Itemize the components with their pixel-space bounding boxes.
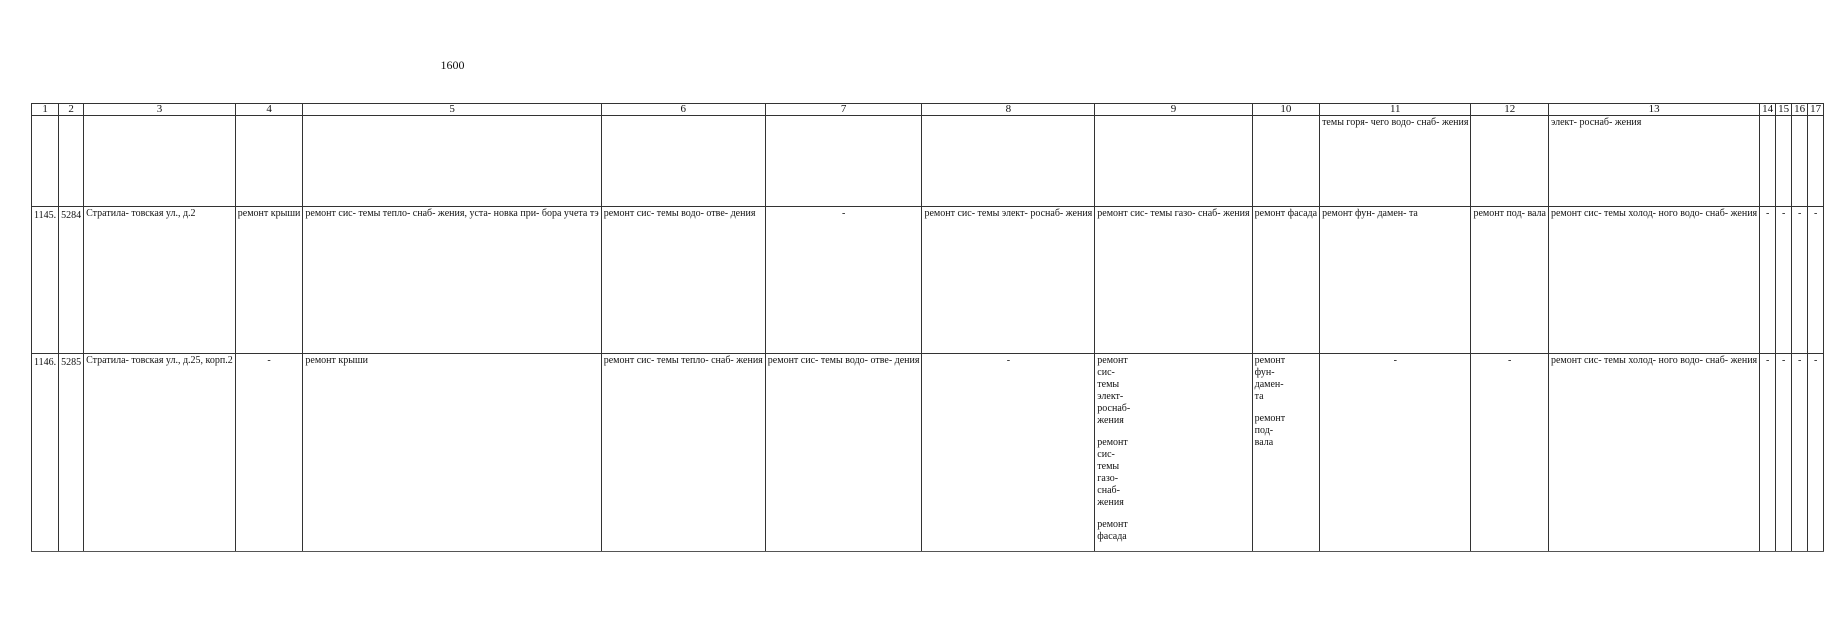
cell: - [1760, 207, 1776, 354]
cell-entry: ремонт под- вала [1254, 413, 1286, 448]
cell [1252, 116, 1319, 207]
cell [303, 116, 601, 207]
row-number: 1145. [32, 207, 59, 354]
cell-multi-entry [1252, 354, 1319, 552]
cell: - [1808, 354, 1824, 552]
cell: ремонт сис- темы холод- ного водо- снаб- жения [1548, 354, 1759, 552]
cell: ремонт фун- дамен- та [1320, 207, 1471, 354]
cell: темы горя- чего водо- снаб- жения [1320, 116, 1471, 207]
cell: ремонт под- вала [1471, 207, 1549, 354]
col-header: 3 [84, 104, 236, 116]
page-number: 1600 [440, 58, 465, 72]
col-header: 12 [1471, 104, 1549, 116]
col-header: 16 [1792, 104, 1808, 116]
cell: - [235, 354, 303, 552]
cell: ремонт сис- темы элект- роснаб- жения [922, 207, 1095, 354]
col-header: 14 [1760, 104, 1776, 116]
cell: - [1471, 354, 1549, 552]
col-header: 9 [1095, 104, 1252, 116]
cell: ремонт сис- темы тепло- снаб- жения, уста- новка при- бора учета тэ [303, 207, 601, 354]
cell: - [1808, 207, 1824, 354]
address: Стратила- товская ул., д.25, корп.2 [84, 354, 236, 552]
cell [235, 116, 303, 207]
cell: элект- роснаб- жения [1548, 116, 1759, 207]
cell: - [1792, 354, 1808, 552]
cell: - [922, 354, 1095, 552]
cell: ремонт сис- темы газо- снаб- жения [1095, 207, 1252, 354]
cell-entry: ремонт фун- дамен- та [1254, 355, 1286, 402]
header-row [32, 104, 1824, 116]
col-header: 10 [1252, 104, 1319, 116]
address: Стратила- товская ул., д.2 [84, 207, 236, 354]
col-header: 1 [32, 104, 59, 116]
building-id: 5284 [59, 207, 84, 354]
cell-entry: ремонт сис- темы элект- роснаб- жения [1097, 355, 1131, 426]
cell: ремонт крыши [235, 207, 303, 354]
cell: ремонт сис- темы холод- ного водо- снаб- жения [1548, 207, 1759, 354]
col-header: 11 [1320, 104, 1471, 116]
cell [765, 116, 922, 207]
cell-entry: ремонт фасада [1097, 519, 1128, 542]
col-header: 4 [235, 104, 303, 116]
col-header: 13 [1548, 104, 1759, 116]
cell: - [1776, 354, 1792, 552]
cell: - [1320, 354, 1471, 552]
cell-multi-entry [1095, 354, 1252, 552]
cell [1471, 116, 1549, 207]
building-id: 5285 [59, 354, 84, 552]
col-header: 6 [601, 104, 765, 116]
cell [1095, 116, 1252, 207]
cell: ремонт сис- темы водо- отве- дения [765, 354, 922, 552]
cell [1776, 116, 1792, 207]
row-number: 1146. [32, 354, 59, 552]
cell [59, 116, 84, 207]
cell: - [765, 207, 922, 354]
cell: ремонт фасада [1252, 207, 1319, 354]
cell: - [1776, 207, 1792, 354]
col-header: 2 [59, 104, 84, 116]
cell [922, 116, 1095, 207]
table-row [32, 116, 1824, 207]
cell: ремонт сис- темы водо- отве- дения [601, 207, 765, 354]
cell [1792, 116, 1808, 207]
cell: ремонт сис- темы тепло- снаб- жения [601, 354, 765, 552]
col-header: 15 [1776, 104, 1792, 116]
cell: ремонт крыши [303, 354, 601, 552]
cell-entry: ремонт сис- темы газо- снаб- жения [1097, 437, 1128, 508]
col-header: 8 [922, 104, 1095, 116]
table-row [32, 354, 1824, 552]
cell [84, 116, 236, 207]
repair-schedule-table [31, 103, 1824, 552]
cell: - [1792, 207, 1808, 354]
cell [1760, 116, 1776, 207]
table-row [32, 207, 1824, 354]
cell [1808, 116, 1824, 207]
col-header: 5 [303, 104, 601, 116]
col-header: 17 [1808, 104, 1824, 116]
cell [32, 116, 59, 207]
col-header: 7 [765, 104, 922, 116]
cell [601, 116, 765, 207]
cell: - [1760, 354, 1776, 552]
